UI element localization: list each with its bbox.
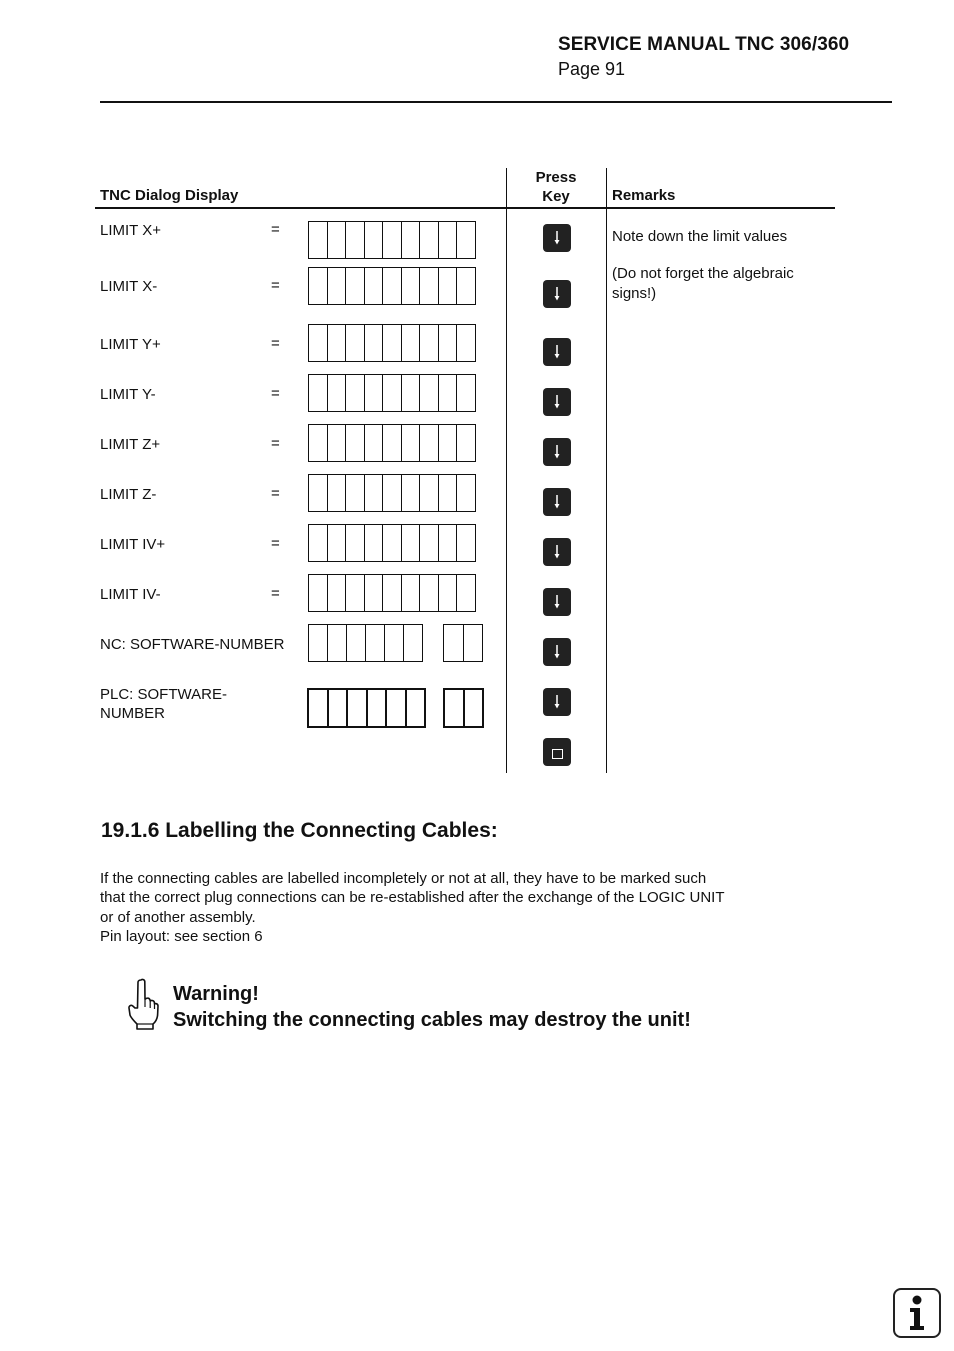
body-line: Pin layout: see section 6 [100,927,263,945]
plc-label-line2: NUMBER [100,705,166,722]
entry-grid-nc-software-main [308,624,423,662]
entry-grid-limit-z-plus [308,424,476,462]
entry-grid-nc-software-suffix [443,624,483,662]
arrow-down-key [543,488,571,516]
row-label-limit-x-plus: LIMIT X+ [100,222,161,239]
entry-grid-limit-z-minus [308,474,476,512]
column-header-dialog: TNC Dialog Display [100,187,239,204]
arrow-down-icon [552,544,562,560]
plc-label-line1: PLC: SOFTWARE- [100,686,227,703]
body-line: If the connecting cables are labelled incompletely or not at all, they have to be marked such [100,870,707,887]
info-icon [893,1288,941,1338]
section-body [100,869,800,946]
header-divider [100,101,892,103]
remark-signs-line1: (Do not forget the algebraic [612,265,794,282]
warning-message [173,981,691,1033]
arrow-down-key [543,588,571,616]
row-label-limit-iv-plus: LIMIT IV+ [100,536,166,553]
page-number: Page 91 [558,59,626,79]
arrow-down-icon [552,394,562,410]
pointing-hand-icon [127,977,161,1036]
row-label-limit-z-minus: LIMIT Z- [100,486,157,503]
body-line: or of another assembly. [100,908,256,926]
entry-grid-limit-y-minus [308,374,476,412]
end-square-icon [552,749,563,759]
column-divider-1 [506,168,507,773]
entry-grid-limit-y-plus [308,324,476,362]
row-label-limit-x-minus: LIMIT X- [100,278,158,295]
arrow-down-icon [552,694,562,710]
end-key [543,738,571,766]
arrow-down-icon [552,344,562,360]
entry-grid-limit-iv-minus [308,574,476,612]
row-equals: = [271,485,280,502]
arrow-down-icon [552,286,562,302]
column-divider-2 [606,168,607,773]
entry-grid-limit-x-minus [308,267,476,305]
section-heading: 19.1.6 Labelling the Connecting Cables: [101,819,498,842]
manual-title: SERVICE MANUAL TNC 306/360 [558,34,850,55]
arrow-down-icon [552,230,562,246]
remark-signs [612,264,827,304]
arrow-down-key [543,538,571,566]
row-equals: = [271,585,280,602]
warning-detail: Switching the connecting cables may destroy the unit! [173,1009,691,1031]
column-header-press-key [506,168,606,206]
entry-grid-limit-iv-plus [308,524,476,562]
row-equals: = [271,335,280,352]
arrow-down-icon [552,644,562,660]
row-equals: = [271,435,280,452]
arrow-down-icon [552,494,562,510]
arrow-down-key [543,638,571,666]
entry-grid-plc-software-main [307,688,426,728]
row-label-limit-y-plus: LIMIT Y+ [100,336,161,353]
arrow-down-icon [552,594,562,610]
table-header-divider [95,207,835,209]
row-equals: = [271,535,280,552]
row-equals: = [271,277,280,294]
row-label-plc-software-number [100,685,227,723]
arrow-down-key [543,224,571,252]
entry-grid-limit-x-plus [308,221,476,259]
arrow-down-icon [552,444,562,460]
key-label: Key [542,188,570,205]
row-label-limit-z-plus: LIMIT Z+ [100,436,161,453]
remark-signs-line2: signs!) [612,285,657,302]
column-header-remarks: Remarks [612,187,676,204]
remark-note: Note down the limit values [612,228,788,245]
arrow-down-key [543,338,571,366]
row-label-nc-software-number: NC: SOFTWARE-NUMBER [100,636,285,653]
row-equals: = [271,221,280,238]
row-equals: = [271,385,280,402]
arrow-down-key [543,280,571,308]
press-label: Press [535,169,577,186]
row-label-limit-y-minus: LIMIT Y- [100,386,156,403]
arrow-down-key [543,688,571,716]
entry-grid-plc-software-suffix [443,688,484,728]
body-line: that the correct plug connections can be re-established after the exchange of the LOGIC UNIT [100,889,725,907]
row-label-limit-iv-minus: LIMIT IV- [100,586,161,603]
arrow-down-key [543,438,571,466]
warning-title: Warning! [173,983,259,1005]
arrow-down-key [543,388,571,416]
